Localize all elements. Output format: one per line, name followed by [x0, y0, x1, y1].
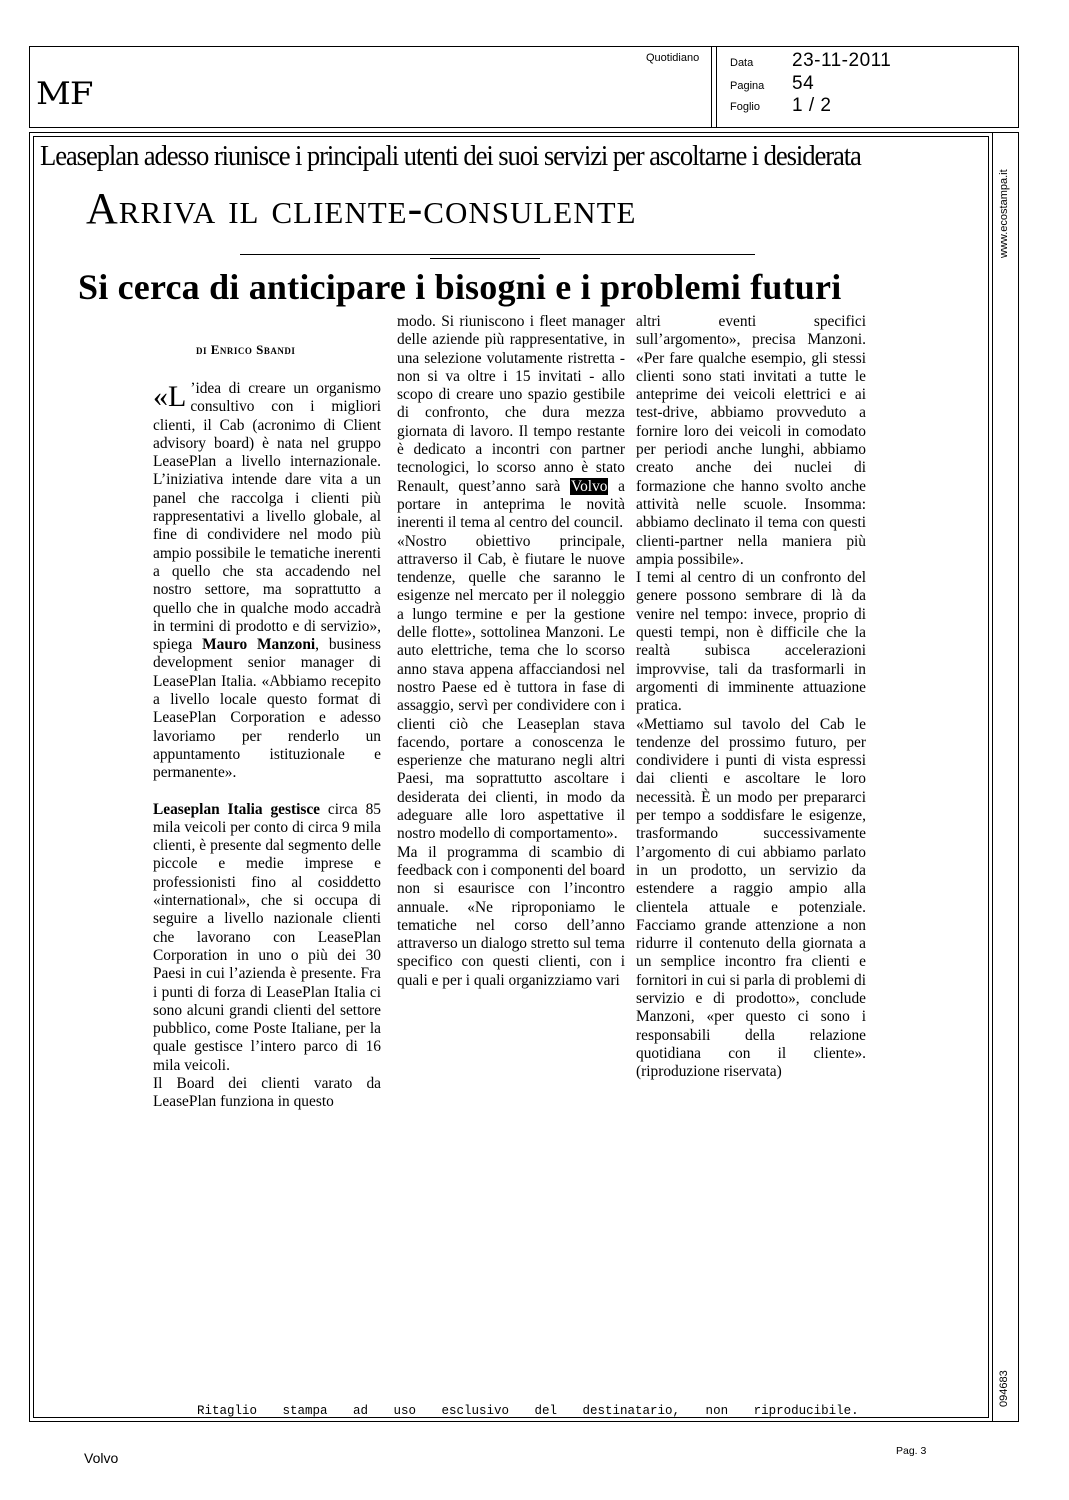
paragraph: I temi al centro di un confronto del genere possono sembrare di là da venire nel tempo: invece, proprio di questi tempi, non è difficile che la realtà subisca accelerazioni improvvise, tali da trasformarli in argomenti di imminente attuazione pratica.: [636, 569, 866, 715]
site-watermark: www.ecostampa.it: [998, 169, 1010, 258]
side-strip: [993, 132, 1019, 1422]
clipping-notice: Ritaglio stampa ad uso esclusivo del destinatario, non riproducibile.: [197, 1404, 859, 1418]
pagina-value: 54: [792, 73, 815, 94]
kicker: Leaseplan adesso riunisce i principali utenti dei suoi servizi per ascoltarne i desiderata: [40, 140, 861, 172]
paragraph: Leaseplan Italia gestisce circa 85 mila veicoli per conto di circa 9 mila clienti, è presente dal segmento delle piccole e medie imprese e professionisti fino al cosiddetto «international», che si occupa di seguire a livello nazionale clienti che lavorano con LeasePlan Corporation in uno o più dei 30 Paesi in cui l’azienda è presente. Fra i punti di forza di LeasePlan Italia ci sono alcuni grandi clienti del settore pubblico, come Poste Italiane, per la quale gestisce l’intero parco di 16 mila veicoli.: [153, 800, 381, 1074]
article-column-3: [636, 313, 866, 1081]
paragraph: «Nostro obiettivo principale, attraverso il Cab, è fiutare le nuove tendenze, quelle che saranno le esigenze nel mercato per il noleggio a lungo termine e per la gestione delle flotte», sottolinea Manzoni. Le auto elettriche, tema che lo scorso anno stava appena affacciandosi nel nostro Paese ed è tuttora in fase di assaggio, servì per condividere con i clienti ciò che Leaseplan stava facendo, portare a conoscenza le esperienze che maturano negli altri Paesi, ma soprattutto ascoltare i desiderata dei clienti, in modo da adeguare alle loro aspettative il nostro modello di comportamento».: [397, 532, 625, 843]
paragraph: Ma il programma di scambio di feedback con i componenti del board non si esaurisce con l’incontro annuale. «Ne riproponiamo le tematiche nel corso dell’anno attraverso un dialogo stretto sul tema specifico con questi clienti, con i quali e per i quali organizziamo vari: [397, 843, 625, 989]
headline: Arriva il cliente-consulente: [86, 184, 637, 233]
masthead-logo: MF: [36, 76, 93, 112]
paragraph: altri eventi specifici sull’argomento», precisa Manzoni. «Per fare qualche esempio, gli stessi clienti sono stati invitati a tutte le anteprime dei veicoli elettrici e ai test-drive, abbiamo provveduto a fornire loro dei veicoli in comodato per periodi anche lunghi, abbiamo creato anche dei nuclei di formazione che hanno svolto anche attività nelle scuole. Insomma: abbiamo declinato il tema con questi clienti-partner nella maniera più ampia possibile».: [636, 313, 866, 568]
paragraph: modo. Si riuniscono i fleet manager delle aziende più rappresentative, in una selezione volutamente ristretta - non si va oltre i 15 invitati - allo scopo di creare uno spazio gestibile di confronto, che dura mezza giornata di lavoro. Il tempo restante è dedicato a incontri con partner tecnologici, lo scorso anno è stato Renault, quest’anno sarà Volvo a portare in anteprima le novità inerenti il tema al centro del council.: [397, 313, 625, 532]
paragraph: «L ’idea di creare un organismo consultivo con i migliori clienti, il Cab (acronimo di Client advisory board) è nata nel gruppo LeasePlan a livello internazionale. L’iniziativa intende dare vita a un panel che raccolga i clienti più rappresentativi a livello globale, al fine di condividere nel modo più ampio possibile le tematiche inerenti a quello che sta accadendo nel nostro settore, ma soprattutto a quello che in qualche modo accadrà in termini di prodotto e di servizio», spiega Mauro Manzoni, business development senior manager di LeasePlan Italia. «Abbiamo recepito a livello locale questo format di LeasePlan Corporation e adesso lavoriamo per renderlo un appuntamento istituzionale e permanente».: [153, 380, 381, 782]
drop-cap: «L: [153, 380, 187, 413]
data-value: 23-11-2011: [792, 50, 892, 71]
pagina-label: Pagina: [730, 80, 765, 92]
foglio-value: 1 / 2: [792, 95, 832, 116]
article-column-1: [153, 380, 381, 1112]
divider-rule: [240, 254, 755, 255]
highlighted-keyword: Volvo: [570, 477, 608, 495]
paragraph: Il Board dei clienti varato da LeasePlan funziona in questo: [153, 1074, 381, 1111]
clipping-code: 094683: [998, 1370, 1010, 1407]
byline: di Enrico Sbandi: [196, 342, 296, 357]
foglio-label: Foglio: [730, 101, 760, 113]
keyword-label: Volvo: [84, 1450, 119, 1466]
lead-in: Leaseplan Italia gestisce: [153, 800, 321, 818]
article-column-2: [397, 313, 625, 990]
person-name: Mauro Manzoni: [202, 636, 316, 654]
page-number: Pag. 3: [896, 1445, 927, 1457]
data-label: Data: [730, 57, 754, 69]
subheadline: Si cerca di anticipare i bisogni e i problemi futuri: [78, 267, 842, 307]
paragraph: «Mettiamo sul tavolo del Cab le tendenze del prossimo futuro, per condividere i punti di vista espressi dai clienti e ascoltare le loro necessità. È un modo per prepararci per tempo a soddisfare le esigenze, trasformando successivamente l’argomento di cui abbiamo parlato in un prodotto, un servizio da estendere a raggio ampio alla clientela attuale e potenziale. Facciamo grande attenzione a non ridurre il contenuto della giornata a un semplice incontro fra clienti e fornitori in cui si parla di problemi di servizio e di prodotto», conclude Manzoni, «per questo ci sono i responsabili della relazione quotidiana con il cliente». (riproduzione riservata): [636, 715, 866, 1081]
divider-rule-short: [430, 258, 540, 259]
header-divider: [711, 46, 717, 128]
quotidiano-label: Quotidiano: [646, 52, 700, 64]
